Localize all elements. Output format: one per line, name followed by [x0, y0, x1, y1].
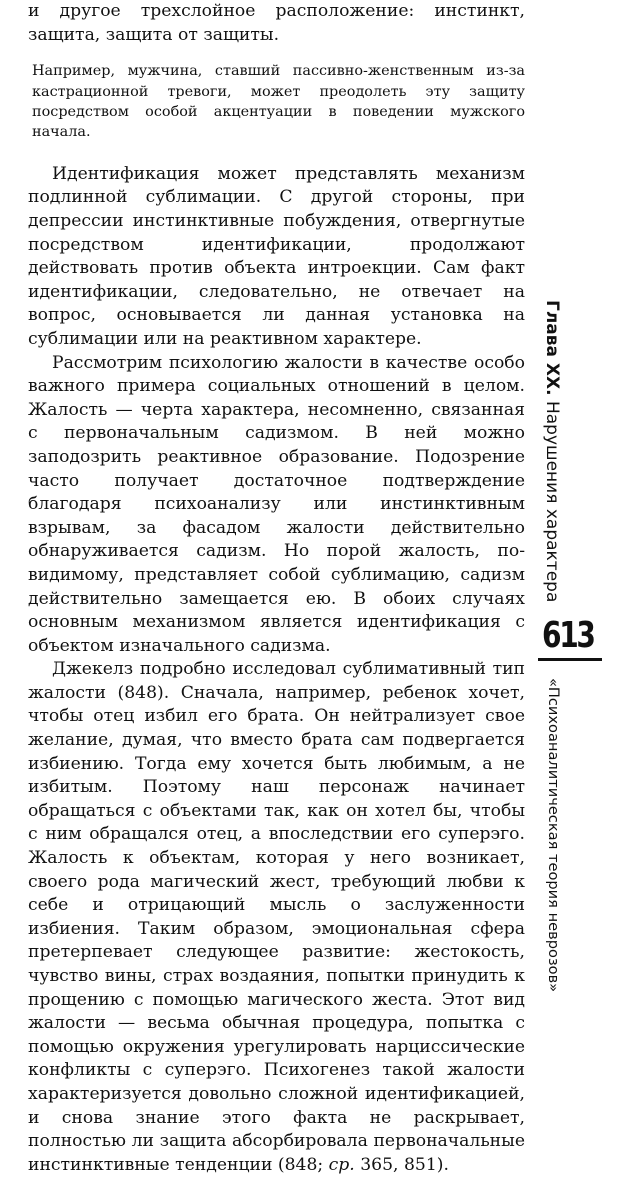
reference-tail: 365, 851).: [354, 1154, 449, 1175]
paragraph-jekels: [28, 658, 525, 1177]
example-quote: Например, мужчина, ставший пассивно-женственным из-за кастрационной тревоги, может преодолеть эту защиту посредством особой акцентуации в поведении мужского начала.: [32, 63, 525, 141]
paragraph-pity: Рассмотрим психологию жалости в качестве особо важного примера социальных отношений в целом. Жалость — черта характера, несомненно, связанная с первоначальным садизмом. В ней можно заподозрить реактивное образование. Подозрение часто получает достаточное подтверждение благодаря психоанализу или инстинктивным взрывам, за фасадом жалости действительно обнаруживается садизм. Но порой жалость, по-видимому, представляет собой сублимацию, садизм действительно замещается ею. В обоих случаях основным механизмом является идентификация с объектом изначального садизма.: [28, 352, 525, 656]
paragraph-jekels-text: Джекелз подробно исследовал сублимативный тип жалости (848). Сначала, например, ребенок хочет, чтобы отец избил его брата. Он нейтрализует свое желание, думая, что вместо брата сам подвергается избиению. Тогда ему хочется быть любимым, а не избитым. Поэтому наш персонаж начинает обращаться с объектами так, как он хотел бы, чтобы с ним обращался отец, а впоследствии его суперэго. Жалость к объектам, которая у него возникает, своего рода магический жест, требующий любви к себе и отрицающий мысль о заслуженности избиения. Таким образом, эмоциональная сфера претерпевает следующее развитие: жестокость, чувство вины, страх воздаяния, попытки принудить к прощению с помощью магического жеста. Этот вид жалости — весьма обычная процедура, попытка с помощью окружения урегулировать нарциссические конфликты с суперэго. Психогенез такой жалости характеризуется довольно сложной идентификацией, и снова знание этого факта не раскрывает, полностью ли защита абсорбировала первоначальные инстинктивные тенденции (848;: [28, 659, 525, 1175]
paragraph-identification: Идентификация может представлять механизм подлинной сублимации. С другой стороны, при депрессии инстинктивные побуждения, отвергнутые посредством идентификации, продолжают действовать против объекта интроекции. Сам факт идентификации, следовательно, не отвечает на вопрос, основывается ли данная установка на сублимации или на реактивном характере.: [28, 163, 525, 349]
chapter-title: Нарушения характера: [542, 395, 562, 603]
reference-italic: ср.: [328, 1154, 355, 1175]
paragraph-continuation: и другое трехслойное расположение: инстинкт, защита, защита от защиты.: [28, 1, 525, 45]
side-margin: [532, 0, 602, 993]
running-header: [542, 300, 562, 620]
book-title: «Психоаналитическая теория неврозов»: [545, 678, 562, 993]
chapter-label: Глава XX.: [542, 300, 562, 396]
page-number-rule: [538, 658, 602, 661]
page-number: 613: [542, 615, 594, 656]
main-text-column: [28, 0, 525, 1177]
